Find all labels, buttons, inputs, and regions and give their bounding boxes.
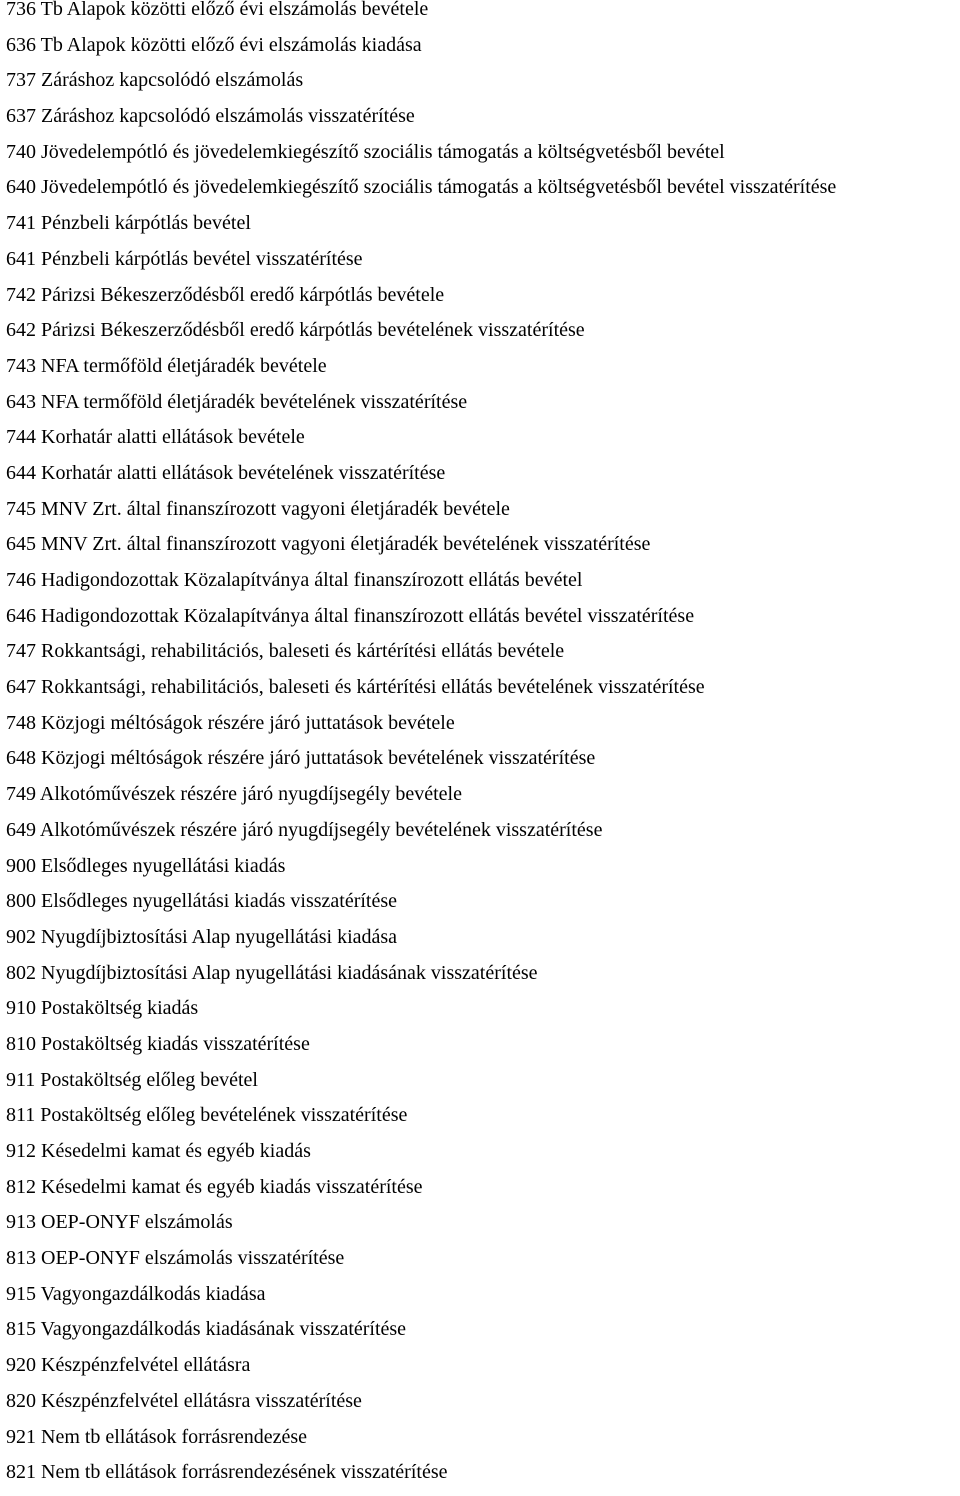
code-line: 910 Postaköltség kiadás [6,997,199,1020]
code-line: 747 Rokkantsági, rehabilitációs, baleseti és kártérítési ellátás bevétele [6,640,565,663]
code-line: 636 Tb Alapok közötti előző évi elszámolás kiadása [6,33,422,56]
code-line: 646 Hadigondozottak Közalapítványa által finanszírozott ellátás bevétel visszatérítése [6,604,695,627]
code-line: 800 Elsődleges nyugellátási kiadás visszatérítése [6,890,398,913]
code-line: 642 Párizsi Békeszerződésből eredő kárpótlás bevételének visszatérítése [6,319,585,342]
code-line: 737 Záráshoz kapcsolódó elszámolás [6,69,304,92]
code-list [6,0,956,1496]
code-line: 820 Készpénzfelvétel ellátásra visszatérítése [6,1389,362,1412]
code-line: 640 Jövedelempótló és jövedelemkiegészítő szociális támogatás a költségvetésből bevétel visszatérítése [6,176,837,199]
code-line: 647 Rokkantsági, rehabilitációs, baleseti és kártérítési ellátás bevételének visszatérítése [6,676,705,699]
code-line: 740 Jövedelempótló és jövedelemkiegészítő szociális támogatás a költségvetésből bevétel [6,140,725,163]
code-line: 902 Nyugdíjbiztosítási Alap nyugellátási kiadása [6,925,398,948]
code-line: 746 Hadigondozottak Közalapítványa által finanszírozott ellátás bevétel [6,569,583,591]
code-line: 743 NFA termőföld életjáradék bevétele [6,354,327,377]
code-line: 813 OEP-ONYF elszámolás visszatérítése [6,1247,345,1270]
code-line: 911 Postaköltség előleg bevétel [6,1068,258,1091]
code-line: 921 Nem tb ellátások forrásrendezése [6,1425,307,1448]
code-line: 748 Közjogi méltóságok részére járó juttatások bevétele [6,711,455,734]
code-line: 900 Elsődleges nyugellátási kiadás [6,854,286,877]
code-line: 920 Készpénzfelvétel ellátásra [6,1354,251,1377]
code-line: 744 Korhatár alatti ellátások bevétele [6,426,305,449]
code-line: 915 Vagyongazdálkodás kiadása [6,1282,266,1305]
code-line: 912 Késedelmi kamat és egyéb kiadás [6,1140,311,1162]
code-line: 637 Záráshoz kapcsolódó elszámolás visszatérítése [6,105,415,128]
code-line: 736 Tb Alapok közötti előző évi elszámolás bevétele [6,0,429,20]
code-line: 913 OEP-ONYF elszámolás [6,1211,233,1234]
code-line: 749 Alkotóművészek részére járó nyugdíjsegély bevétele [6,783,462,806]
code-line: 644 Korhatár alatti ellátások bevételének visszatérítése [6,461,446,484]
code-line: 802 Nyugdíjbiztosítási Alap nyugellátási kiadásának visszatérítése [6,961,538,984]
code-line: 741 Pénzbeli kárpótlás bevétel [6,212,251,235]
code-line: 815 Vagyongazdálkodás kiadásának visszatérítése [6,1318,407,1341]
code-line: 648 Közjogi méltóságok részére járó juttatások bevételének visszatérítése [6,747,596,770]
code-line: 742 Párizsi Békeszerződésből eredő kárpótlás bevétele [6,283,445,306]
code-line: 645 MNV Zrt. által finanszírozott vagyoni életjáradék bevételének visszatérítése [6,533,651,556]
code-line: 643 NFA termőföld életjáradék bevételének visszatérítése [6,390,468,413]
code-line: 745 MNV Zrt. által finanszírozott vagyoni életjáradék bevétele [6,497,510,520]
code-line: 649 Alkotóművészek részére járó nyugdíjsegély bevételének visszatérítése [6,818,603,841]
code-line: 821 Nem tb ellátások forrásrendezésének visszatérítése [6,1461,448,1484]
code-line: 812 Késedelmi kamat és egyéb kiadás visszatérítése [6,1175,423,1198]
code-line: 641 Pénzbeli kárpótlás bevétel visszatérítése [6,247,363,270]
code-line: 811 Postaköltség előleg bevételének visszatérítése [6,1104,408,1127]
code-line: 810 Postaköltség kiadás visszatérítése [6,1032,310,1055]
